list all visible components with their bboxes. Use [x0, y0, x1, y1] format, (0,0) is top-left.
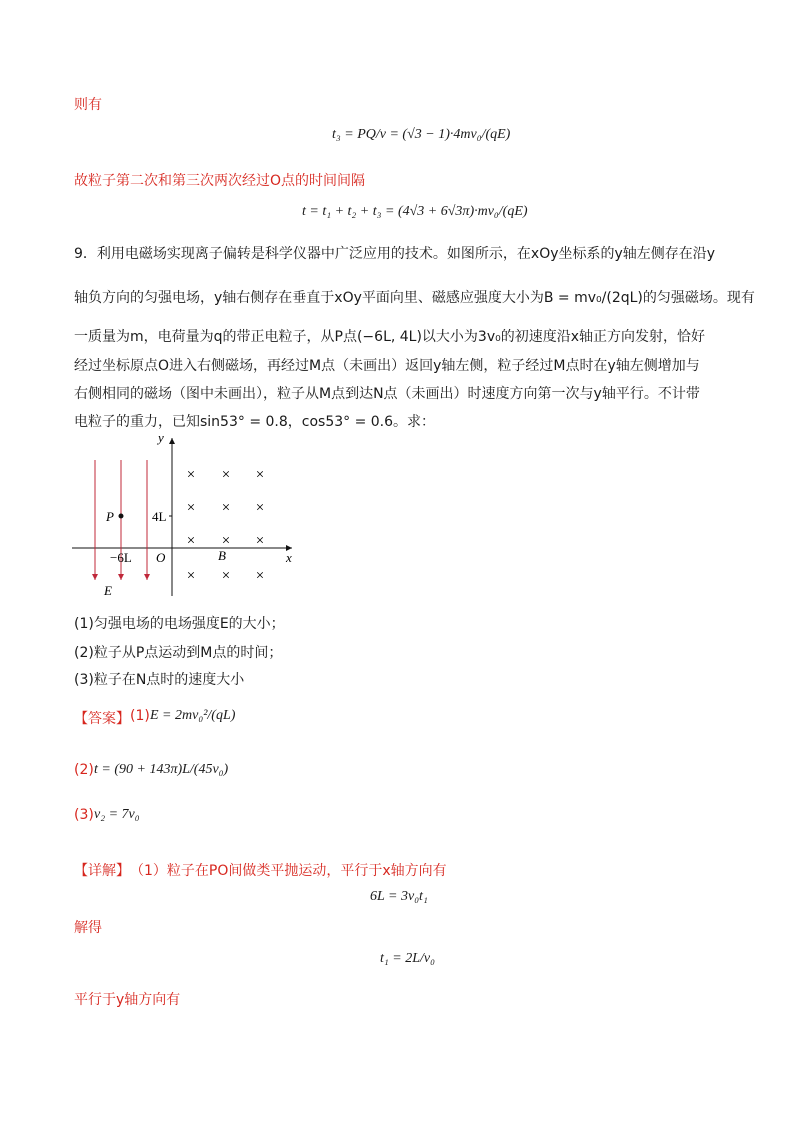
cross-mark: ×: [221, 533, 231, 549]
question-2: (2)粒子从P点运动到M点的时间；: [74, 645, 283, 661]
answer-3-number: (3): [74, 807, 94, 823]
problem9-line5: 右侧相同的磁场（图中未画出），粒子从M点到达N点（未画出）时速度方向第一次与y轴平行。不计带: [74, 386, 700, 402]
text-parallel-y: 平行于y轴方向有: [74, 992, 181, 1008]
cross-mark: ×: [221, 467, 231, 483]
cross-mark: ×: [186, 500, 196, 516]
answer-2-formula: t = (90 + 143π)L/(45v₀): [94, 762, 229, 777]
text-gu-conclusion: 故粒子第二次和第三次两次经过O点的时间间隔: [74, 173, 366, 189]
label-4l: 4L: [152, 509, 167, 524]
equation-t3: t₃ = PQ/v = (√3 − 1)·4mv₀/(qE): [332, 127, 511, 142]
label-p: P: [106, 509, 114, 524]
cross-mark: ×: [255, 568, 265, 584]
field-diagram: [60, 428, 310, 608]
cross-mark: ×: [255, 500, 265, 516]
label-neg-6l: −6L: [110, 550, 132, 565]
equation-6l: 6L = 3v₀t₁: [370, 889, 428, 904]
label-x: x: [286, 550, 292, 565]
equation-t-total: t = t₁ + t₂ + t₃ = (4√3 + 6√3π)·mv₀/(qE): [302, 204, 528, 219]
text-jiede: 解得: [74, 920, 102, 936]
answer-1-number: (1): [130, 708, 150, 724]
cross-mark: ×: [255, 533, 265, 549]
equation-t1: t₁ = 2L/v₀: [380, 951, 435, 966]
cross-mark: ×: [186, 568, 196, 584]
label-o: O: [156, 550, 166, 565]
label-b: B: [218, 548, 226, 563]
answer-tag: 【答案】: [74, 711, 130, 727]
answer-1-formula: E = 2mv₀²/(qL): [150, 708, 236, 723]
cross-mark: ×: [255, 467, 265, 483]
cross-mark: ×: [186, 533, 196, 549]
problem9-line2: 轴负方向的匀强电场，y轴右侧存在垂直于xOy平面向里、磁感应强度大小为B = mv₀/(2qL)的匀强磁场。现有: [74, 290, 755, 306]
question-1: (1)匀强电场的电场强度E的大小；: [74, 616, 285, 632]
cross-mark: ×: [221, 568, 231, 584]
question-3: (3)粒子在N点时的速度大小: [74, 672, 245, 688]
answer-2-number: (2): [74, 762, 94, 778]
problem9-line1: 9．利用电磁场实现离子偏转是科学仪器中广泛应用的技术。如图所示，在xOy坐标系的y轴左侧存在沿y: [74, 246, 716, 262]
point-p-dot: [119, 514, 124, 519]
detail-tag: 【详解】: [74, 863, 130, 879]
magnetic-field-crosses: [187, 467, 264, 584]
label-y: y: [158, 430, 164, 445]
text-zeyou: 则有: [74, 97, 102, 113]
problem9-line4: 经过坐标原点O进入右侧磁场，再经过M点（未画出）返回y轴左侧，粒子经过M点时在y轴左侧增加与: [74, 358, 700, 374]
answer-3-formula: v₂ = 7v₀: [94, 807, 140, 822]
detail-intro: （1）粒子在PO间做类平抛运动，平行于x轴方向有: [130, 863, 447, 879]
problem9-line6: 电粒子的重力，已知sin53° = 0.8，cos53° = 0.6。求：: [74, 414, 436, 430]
cross-mark: ×: [186, 467, 196, 483]
cross-mark: ×: [221, 500, 231, 516]
problem9-line3: 一质量为m，电荷量为q的带正电粒子，从P点(−6L, 4L)以大小为3v₀的初速度沿x轴正方向发射，恰好: [74, 329, 706, 345]
label-e: E: [104, 583, 112, 598]
